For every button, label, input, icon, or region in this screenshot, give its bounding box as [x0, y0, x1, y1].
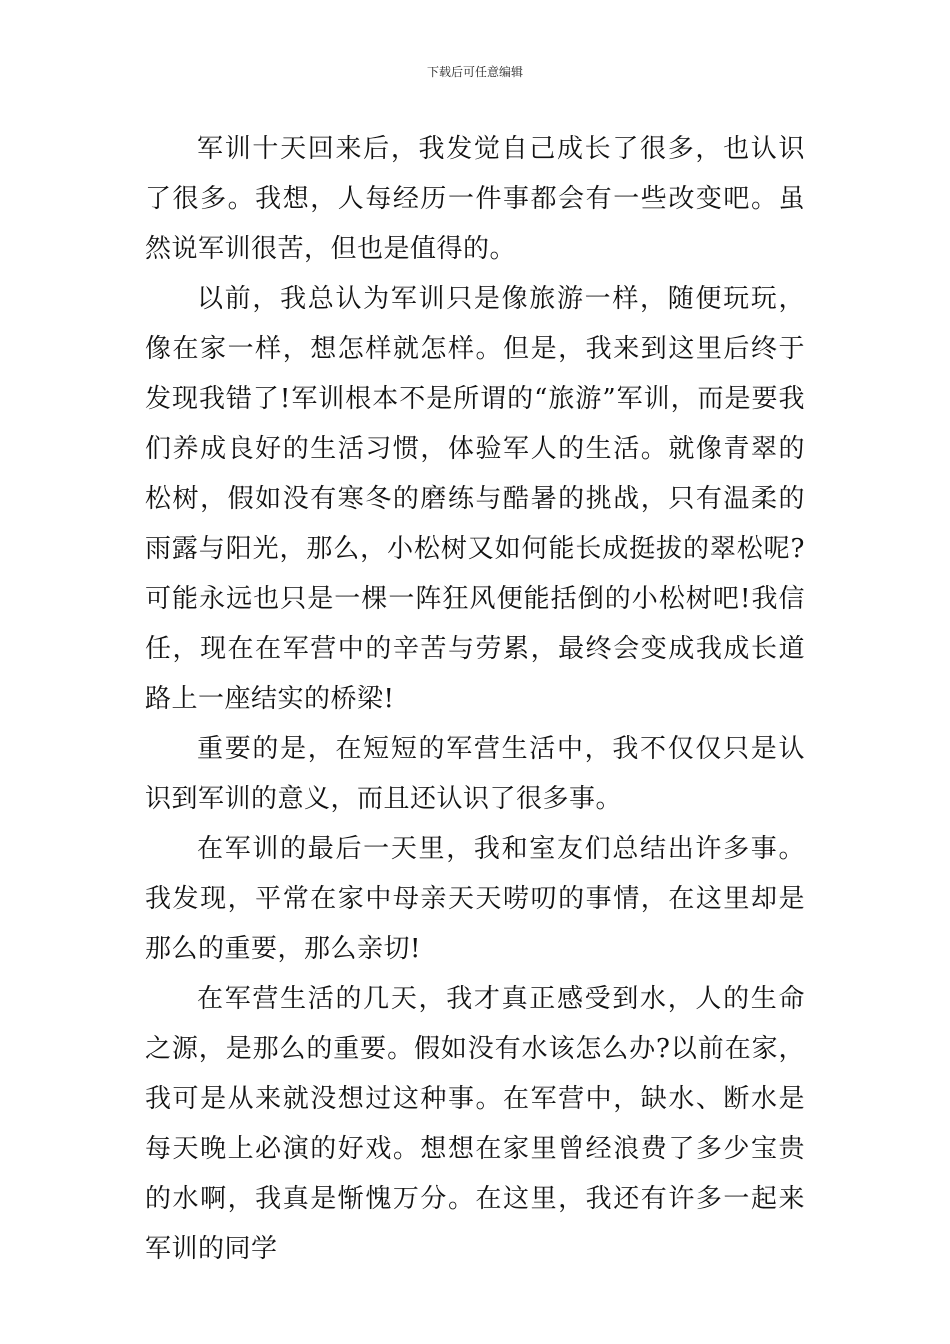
- paragraph: 军训十天回来后，我发觉自己成长了很多，也认识了很多。我想，人每经历一件事都会有一些改变吧。虽然说军训很苦，但也是值得的。: [145, 134, 805, 264]
- header-note: 下载后可任意编辑: [426, 65, 523, 79]
- paragraph: 在军营生活的几天，我才真正感受到水，人的生命之源，是那么的重要。假如没有水该怎么办?以前在家，我可是从来就没想过这种事。在军营中，缺水、断水是每天晚上必演的好戏。想想在家里曾经浪费了多少宝贵的水啊，我真是惭愧万分。在这里，我还有许多一起来军训的同学: [145, 984, 805, 1264]
- paragraph: 在军训的最后一天里，我和室友们总结出许多事。我发现，平常在家中母亲天天唠叨的事情，在这里却是那么的重要，那么亲切!: [145, 834, 805, 964]
- paragraph: 重要的是，在短短的军营生活中，我不仅仅只是认识到军训的意义，而且还认识了很多事。: [145, 734, 805, 814]
- paragraph: 以前，我总认为军训只是像旅游一样，随便玩玩，像在家一样，想怎样就怎样。但是，我来到这里后终于发现我错了!军训根本不是所谓的“旅游”军训，而是要我们养成良好的生活习惯，体验军人的生活。就像青翠的松树，假如没有寒冬的磨练与酷暑的挑战，只有温柔的雨露与阳光，那么，小松树又如何能长成挺拔的翠松呢?可能永远也只是一棵一阵狂风便能括倒的小松树吧!我信任，现在在军营中的辛苦与劳累，最终会变成我成长道路上一座结实的桥梁!: [145, 284, 805, 714]
- document-body: [145, 124, 805, 1274]
